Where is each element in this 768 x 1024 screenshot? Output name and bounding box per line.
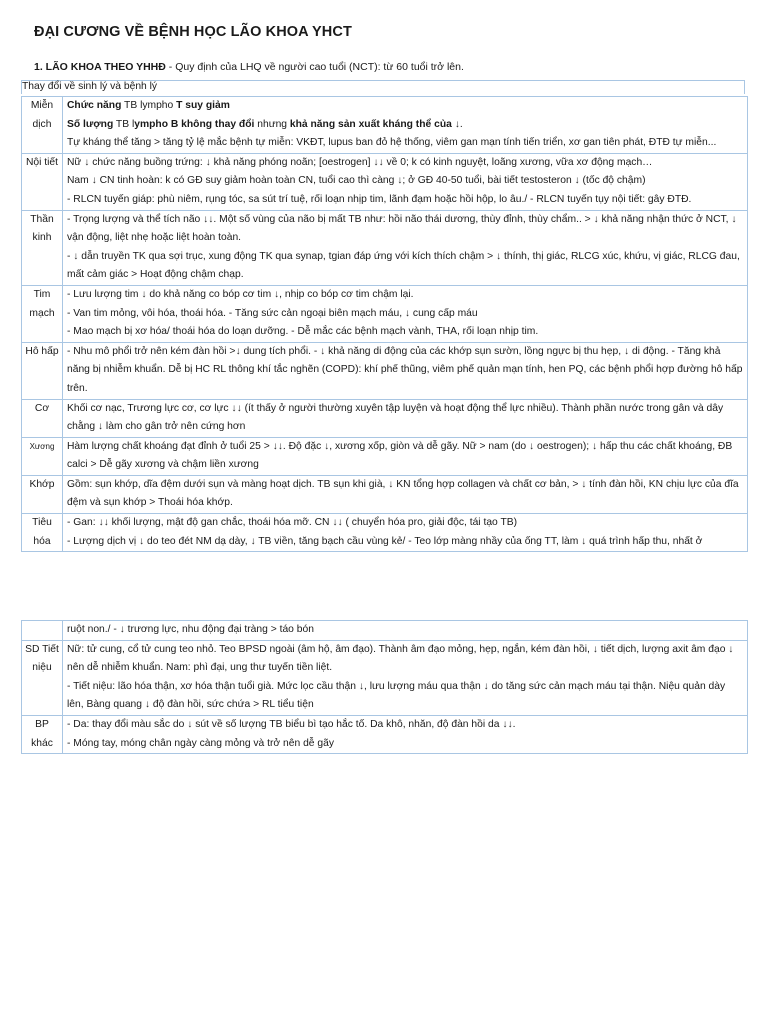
- intro-text: - Quy định của LHQ về người cao tuổi (NCT): từ 60 tuổi trở lên.: [165, 61, 464, 73]
- bold-text: Số lượng: [67, 118, 114, 130]
- category-cell: Xương: [22, 437, 63, 475]
- category-cell: Thần kinh: [22, 210, 63, 285]
- table-caption: Thay đổi về sinh lý và bệnh lý: [21, 80, 745, 94]
- category-cell: Miễn dịch: [22, 97, 63, 154]
- bold-text: ympho B không thay đổi: [134, 118, 255, 130]
- content-line: - Lượng dịch vị ↓ do teo đét NM dạ dày, ↓ TB viền, tăng bạch cầu vùng kẻ/ - Teo lớp màng nhầy của ống TT, làm ↓ quá trình hấp thu, nhất ở: [67, 535, 703, 547]
- content-line: - Mao mạch bị xơ hóa/ thoái hóa do loạn dưỡng. - Dễ mắc các bệnh mạch vành, THA, rối loạn nhịp tim.: [67, 326, 539, 338]
- content-cell: [63, 475, 748, 513]
- table-row: [22, 475, 748, 513]
- intro-paragraph: [34, 61, 464, 73]
- content-line: [67, 97, 743, 116]
- content-cell: [63, 97, 748, 154]
- table-row: [22, 640, 748, 715]
- content-line: Gồm: sụn khớp, dĩa đệm dưới sụn và màng hoạt dịch. TB sụn khi già, ↓ KN tổng hợp collagen và chất cơ bản, > ↓ tính đàn hồi, KN chịu lực của đĩa đệm và sụn khớp > Thoái hóa khớp.: [67, 478, 739, 509]
- table-row: [22, 621, 748, 641]
- content-line: Nam ↓ CN tinh hoàn: k có GĐ suy giảm hoàn toàn CN, tuổi cao thì càng ↓; ở GĐ 40-50 tuổi, bài tiết testosteron ↓ (tốc độ chậm): [67, 175, 646, 187]
- content-line: - RLCN tuyến giáp: phù niêm, rụng tóc, sa sút trí tuệ, rối loạn nhịp tim, lãnh đạm hoặc hồi hộp, lo âu./ - RLCN tuyến tụy nội tiết: gây ĐTĐ.: [67, 193, 692, 205]
- content-line: [67, 116, 743, 135]
- bold-text: khả năng sản xuất kháng thể của: [289, 118, 452, 130]
- content-line: - ↓ dẫn truyền TK qua sợi trục, xung động TK qua synap, tgian đáp ứng với kích thích chậm > ↓ thính, thị giác, RLCG xúc, khứu, vị giác, RLCG đau, mất cảm giác > Hoạt động chậm chạp.: [67, 250, 740, 281]
- content-cell: [63, 514, 748, 552]
- content-cell: [63, 621, 748, 641]
- content-line: - Gan: ↓↓ khối lượng, mật độ gan chắc, thoái hóa mỡ. CN ↓↓ ( chuyển hóa pro, giải độc, tái tạo TB): [67, 517, 518, 529]
- page-title: ĐẠI CƯƠNG VỀ BỆNH HỌC LÃO KHOA YHCT: [34, 24, 352, 40]
- category-cell: Nội tiết: [22, 153, 63, 210]
- content-line: Nữ ↓ chức năng buồng trứng: ↓ khả năng phóng noãn; [oestrogen] ↓↓ về 0; k có kinh nguyệt, loãng xương, vữa xơ động mạch…: [67, 156, 653, 168]
- table-row: [22, 342, 748, 399]
- category-cell: BP khác: [22, 715, 63, 753]
- category-cell: Tim mạch: [22, 285, 63, 342]
- category-cell: [22, 621, 63, 641]
- table-row: [22, 514, 748, 552]
- content-line: Nữ: tử cung, cổ tử cung teo nhỏ. Teo BPSD ngoài (âm hộ, âm đạo). Thành âm đạo mỏng, hẹp, ngắn, kém đàn hồi, ↓ tiết dịch, lượng axit âm đạo ↓ nên dễ nhiễm khuẩn. Nam: phì đại, ung thư tuyến tiền liệt.: [67, 643, 734, 674]
- bold-text: T suy giảm: [176, 100, 230, 111]
- content-line: Hàm lượng chất khoáng đạt đỉnh ở tuổi 25 > ↓↓. Độ đặc ↓, xương xốp, giòn và dễ gãy. Nữ > nam (do ↓ oestrogen); ↓ hấp thu các chất khoáng, ĐB calci > Dễ gãy xương và chậm liền xương: [67, 440, 733, 471]
- content-cell: [63, 715, 748, 753]
- content-line: ruột non./ - ↓ trương lực, nhu động đại tràng > táo bón: [67, 624, 314, 635]
- table-row: [22, 715, 748, 753]
- content-line: - Móng tay, móng chân ngày càng mỏng và trở nên dễ gãy: [67, 737, 334, 749]
- category-cell: SD Tiết niệu: [22, 640, 63, 715]
- text: TB l: [113, 118, 135, 130]
- content-cell: [63, 640, 748, 715]
- content-cell: [63, 210, 748, 285]
- table-row: [22, 399, 748, 437]
- category-cell: Hô hấp: [22, 342, 63, 399]
- physiology-table-part2: [21, 620, 748, 754]
- category-cell: Tiêu hóa: [22, 514, 63, 552]
- text: TB lympho: [121, 100, 177, 111]
- content-cell: [63, 285, 748, 342]
- category-cell: Khớp: [22, 475, 63, 513]
- physiology-table-part1: [21, 96, 748, 552]
- table-row: [22, 210, 748, 285]
- content-cell: [63, 153, 748, 210]
- table-row: [22, 285, 748, 342]
- content-line: - Nhu mô phổi trở nên kém đàn hồi >↓ dung tích phổi. - ↓ khả năng di động của các khớp sụn sườn, lồng ngực bị thu hẹp, ↓ di động. - Tăng khả năng bị nhiễm khuẩn. Dễ bị HC RL thông khí tắc nghẽn (COPD): khí phế thũng, viêm phế quản mạn tính, hen PQ, các bệnh phổi hợp đường hô hấp trên.: [67, 345, 743, 394]
- content-cell: [63, 437, 748, 475]
- text: ↓.: [451, 118, 463, 130]
- intro-label: 1. LÃO KHOA THEO YHHĐ: [34, 61, 166, 73]
- table-row: [22, 97, 748, 154]
- text: nhưng: [254, 118, 290, 130]
- content-line: - Van tim mỏng, vôi hóa, thoái hóa. - Tăng sức cản ngoại biên mạch máu, ↓ cung cấp máu: [67, 307, 478, 319]
- content-cell: [63, 399, 748, 437]
- table-row: [22, 437, 748, 475]
- content-line: - Trọng lượng và thể tích não ↓↓. Một số vùng của não bị mất TB như: hồi não thái dương, thùy đỉnh, thùy chẩm.. > ↓ khả năng nhận thức ở NCT, ↓ vận động, liệt nhẹ hoặc liệt hoàn toàn.: [67, 213, 737, 244]
- content-line: Tự kháng thể tăng > tăng tỷ lệ mắc bệnh tự miễn: VKĐT, lupus ban đỏ hệ thống, viêm gan mạn tính tiến triển, xơ gan tiên phát, ĐTĐ tự miễn...: [67, 137, 717, 149]
- bold-text: Chức năng: [67, 100, 122, 111]
- content-line: - Tiết niệu: lão hóa thận, xơ hóa thận tuổi già. Mức lọc cầu thận ↓, lưu lượng máu qua thận ↓ do tăng sức cản mạch máu tại thận. Niệu quản dày lên, Bàng quang ↓ độ đàn hồi, sức chứa > RL tiểu tiện: [67, 680, 726, 711]
- table-row: [22, 153, 748, 210]
- category-cell: Cơ: [22, 399, 63, 437]
- content-line: Khối cơ nạc, Trương lực cơ, cơ lực ↓↓ (ít thấy ở người thường xuyên tập luyện và hoạt động thể lực nhiều). Thành phần nước trong gân và dây chằng ↓ làm cho gân trở nên cứng hơn: [67, 402, 724, 433]
- content-line: - Lưu lượng tim ↓ do khả năng co bóp cơ tim ↓, nhịp co bóp cơ tim chậm lại.: [67, 288, 414, 300]
- content-cell: [63, 342, 748, 399]
- content-line: - Da: thay đổi màu sắc do ↓ sút về số lượng TB biểu bì tạo hắc tố. Da khô, nhăn, độ đàn hồi da ↓↓.: [67, 718, 516, 730]
